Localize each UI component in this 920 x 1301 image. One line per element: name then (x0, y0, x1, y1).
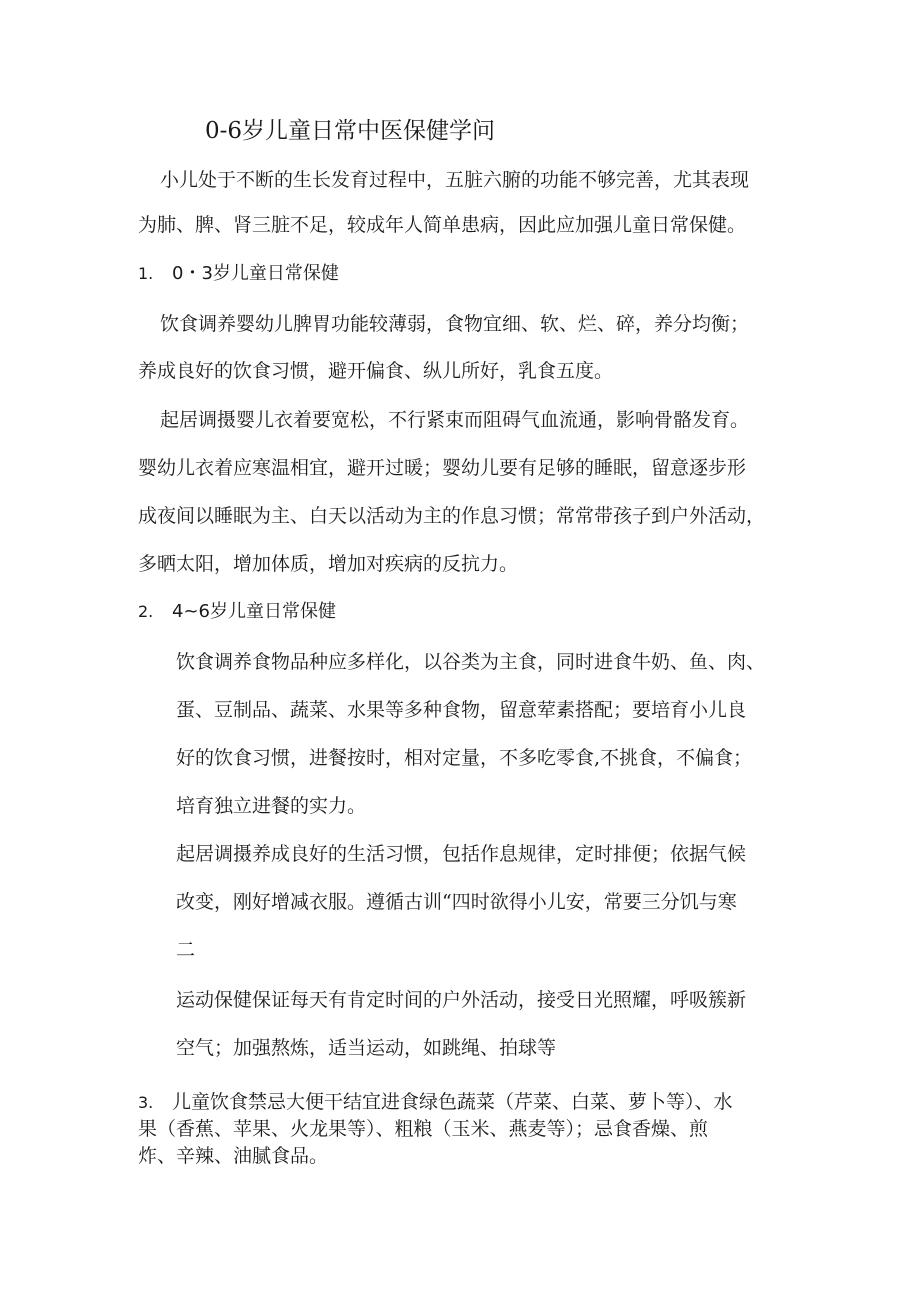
paragraph-line: 二 (176, 939, 196, 961)
paragraph-line: 起居调摄养成良好的生活习惯，包括作息规律，定时排便；依据气候 (176, 843, 747, 865)
paragraph-line: 果（香蕉、苹果、火龙果等）、粗粮（玉米、燕麦等）；忌食香燥、煎 (138, 1118, 709, 1140)
section-number: 1. (138, 264, 154, 283)
paragraph-line: 饮食调养食物品种应多样化，以谷类为主食，同时进食牛奶、鱼、肉、 (176, 651, 766, 673)
section-title: 4~6岁儿童日常保健 (172, 601, 336, 622)
paragraph-line: 多晒太阳，增加体质，增加对疾病的反抗力。 (138, 553, 519, 575)
paragraph-line: 起居调摄婴儿衣着要宽松，不行紧束而阻碍气血流通，影响骨骼发育。 (160, 409, 750, 431)
intro-line: 为肺、脾、肾三脏不足，较成年人简单患病，因此应加强儿童日常保健。 (138, 214, 747, 236)
paragraph-line: 婴幼儿衣着应寒温相宜，避开过暖；婴幼儿要有足够的睡眠，留意逐步形 (138, 457, 747, 479)
paragraph-line: 饮食调养婴幼儿脾胃功能较薄弱，食物宜细、软、烂、碎，养分均衡； (160, 313, 750, 335)
paragraph-line: 养成良好的饮食习惯，避开偏食、纵儿所好，乳食五度。 (138, 360, 614, 382)
paragraph-line: 改变，刚好增减衣服。遵循古训“四时欲得小儿安，常要三分饥与寒 (176, 891, 737, 913)
section-heading (138, 600, 336, 624)
paragraph-line: 蛋、豆制品、蔬菜、水果等多种食物，留意荤素搭配；要培育小儿良 (176, 699, 747, 721)
paragraph-line: 空气；加强熬炼，适当运动，如跳绳、拍球等 (176, 1037, 557, 1059)
paragraph-line: 培育独立进餐的实力。 (176, 795, 367, 817)
paragraph-line: 好的饮食习惯，进餐按时，相对定量，不多吃零食,不挑食，不偏食； (176, 747, 753, 769)
section-number: 3. (138, 1093, 154, 1112)
section-number: 2. (138, 602, 154, 621)
section-heading (138, 262, 339, 286)
page-title: 0-6岁儿童日常中医保健学问 (205, 118, 496, 144)
intro-line: 小儿处于不断的生长发育过程中，五脏六腑的功能不够完善，尤其表现 (160, 169, 750, 191)
paragraph-line: 运动保健保证每天有肯定时间的户外活动，接受日光照耀，呼吸簇新 (176, 989, 747, 1011)
paragraph-line: 儿童饮食禁忌大便干结宜进食绿色蔬菜（芹菜、白菜、萝卜等）、水 (172, 1091, 733, 1113)
section-line (138, 1090, 733, 1115)
paragraph-line: 成夜间以睡眠为主、白天以活动为主的作息习惯；常常带孩子到户外活动， (138, 505, 766, 527)
paragraph-line: 炸、辛辣、油腻食品。 (138, 1145, 329, 1167)
section-title: 0・3岁儿童日常保健 (172, 263, 339, 284)
